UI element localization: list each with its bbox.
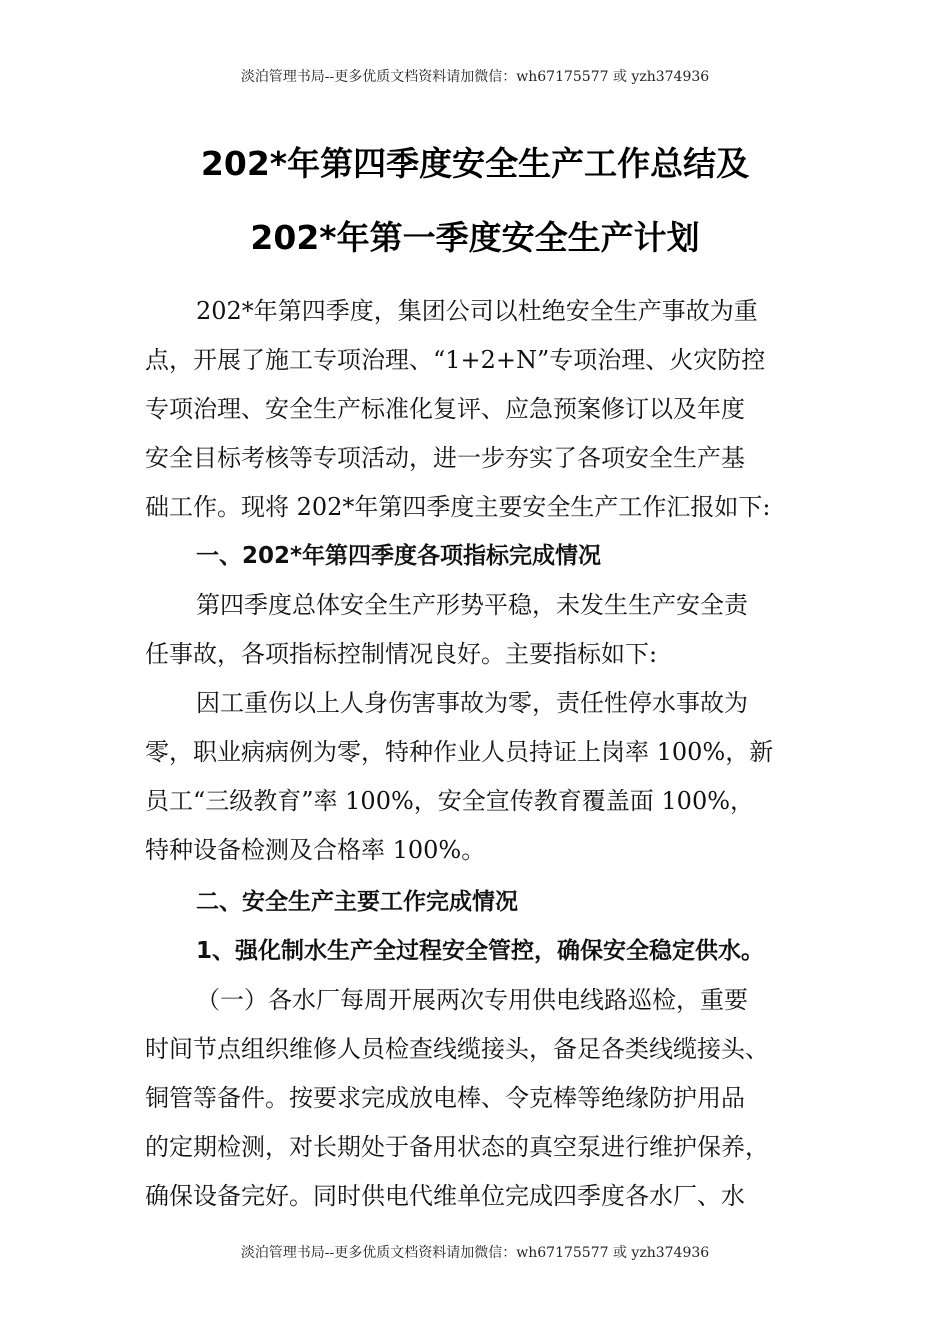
paragraph-indicators-line: 员工“三级教育”率 100%，安全宣传教育覆盖面 100%， (145, 787, 755, 815)
page-header-note: 淡泊管理书局--更多优质文档资料请加微信：wh67175577 或 yzh374936 (240, 69, 710, 85)
paragraph-intro-line: 安全目标考核等专项活动，进一步夯实了各项安全生产基 (145, 444, 745, 472)
paragraph-indicators-line: 零，职业病病例为零，特种作业人员持证上岗率 100%，新 (145, 738, 774, 766)
paragraph-intro-line: 点，开展了施工专项治理、“1+2+N”专项治理、火灾防控 (145, 346, 766, 374)
paragraph-intro-line: 础工作。现将 202*年第四季度主要安全生产工作汇报如下: (145, 493, 771, 521)
page-footer-note: 淡泊管理书局--更多优质文档资料请加微信：wh67175577 或 yzh374936 (240, 1245, 710, 1261)
paragraph-intro-line: 202*年第四季度，集团公司以杜绝安全生产事故为重 (196, 297, 758, 325)
paragraph-item-1-line: 时间节点组织维修人员检查线缆接头，备足各类线缆接头、 (145, 1035, 769, 1063)
section-heading-1: 一、202*年第四季度各项指标完成情况 (196, 543, 602, 569)
paragraph-item-1-line: 的定期检测，对长期处于备用状态的真空泵进行维护保养， (145, 1133, 769, 1161)
paragraph-item-1-line: 铜管等备件。按要求完成放电棒、令克棒等绝缘防护用品 (145, 1084, 745, 1112)
section-heading-2: 二、安全生产主要工作完成情况 (196, 889, 518, 915)
paragraph-indicators-line: 因工重伤以上人身伤害事故为零，责任性停水事故为 (196, 689, 748, 717)
document-title-line-2: 202*年第一季度安全生产计划 (250, 218, 700, 257)
paragraph-item-1-line: 确保设备完好。同时供电代维单位完成四季度各水厂、水 (145, 1182, 745, 1210)
document-body (145, 287, 805, 1221)
paragraph-overview-line: 任事故，各项指标控制情况良好。主要指标如下: (145, 640, 658, 668)
paragraph-intro-line: 专项治理、安全生产标准化复评、应急预案修订以及年度 (145, 395, 745, 423)
paragraph-item-1-line: （一）各水厂每周开展两次专用供电线路巡检，重要 (196, 986, 748, 1014)
document-title-line-1: 202*年第四季度安全生产工作总结及 (200, 144, 750, 183)
paragraph-indicators-line: 特种设备检测及合格率 100%。 (145, 836, 486, 864)
subsection-heading-1: 1、强化制水生产全过程安全管控，确保安全稳定供水。 (196, 938, 765, 964)
paragraph-overview-line: 第四季度总体安全生产形势平稳，未发生生产安全责 (196, 591, 748, 619)
